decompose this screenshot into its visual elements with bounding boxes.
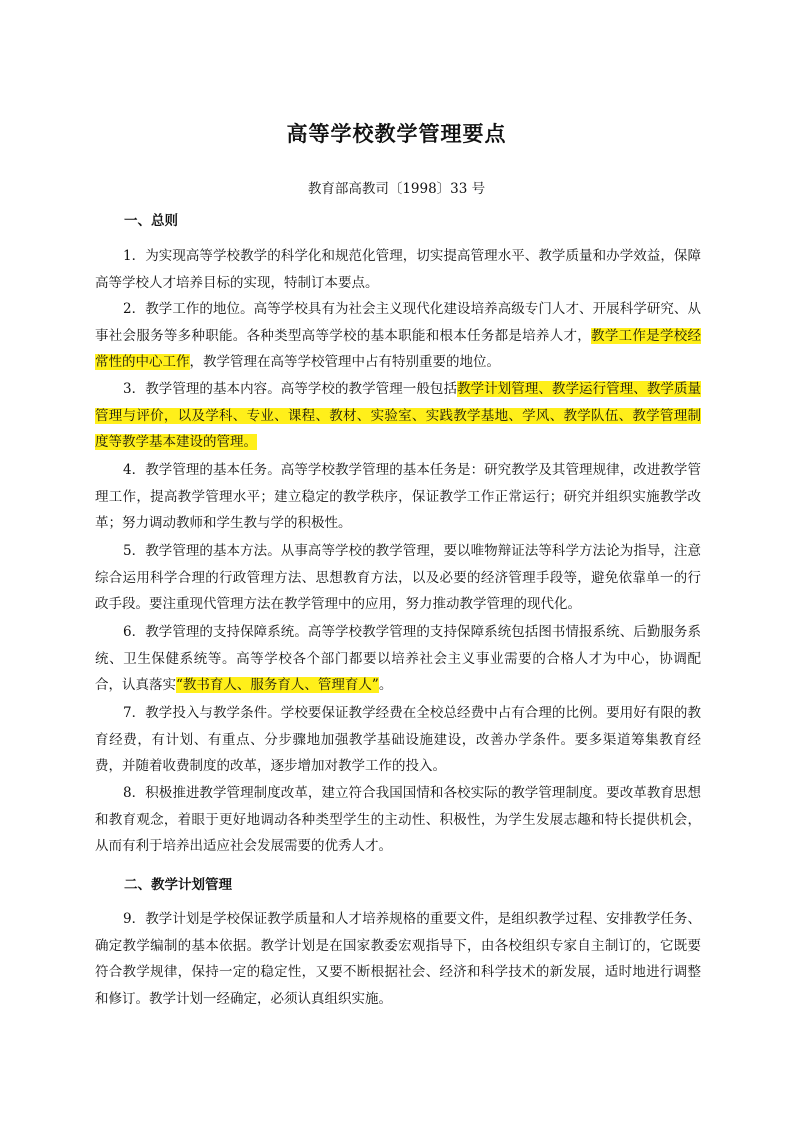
- highlighted-text: “教书育人、服务育人、管理育人”: [176, 677, 379, 693]
- paragraph-text: ，教学管理在高等学校管理中占有特别重要的地位。: [189, 354, 500, 370]
- paragraph-2: [95, 296, 701, 376]
- paragraph-text: 2．教学工作的地位。高等学校具有为社会主义现代化建设培养高级专门人才、开展科学研究、从事社会服务等多种职能。各种类型高等学校的基本职能和根本任务都是培养人才，: [95, 301, 701, 344]
- paragraph-text: 3．教学管理的基本内容。高等学校的教学管理一般包括: [123, 381, 458, 397]
- paragraph-6: [95, 619, 701, 699]
- document-number: 教育部高教司〔1998〕33 号: [307, 181, 486, 197]
- section-heading-teaching-plan: 二、教学计划管理: [124, 877, 232, 893]
- paragraph-9: 9．教学计划是学校保证教学质量和人才培养规格的重要文件，是组织教学过程、安排教学任务、确定教学编制的基本依据。教学计划是在国家教委宏观指导下，由各校组织专家自主制订的，它既要符合教学规律，保持一定的稳定性，又要不断根据社会、经济和科学技术的新发展，适时地进行调整和修订。教学计划一经确定，必须认真组织实施。: [95, 911, 701, 1007]
- paragraph-4: 4．教学管理的基本任务。高等学校教学管理的基本任务是：研究教学及其管理规律，改进教学管理工作，提高教学管理水平；建立稳定的教学秩序，保证教学工作正常运行；研究并组织实施教学改革；努力调动教师和学生教与学的积极性。: [95, 462, 701, 531]
- paragraph-text: 6．教学管理的支持保障系统。高等学校教学管理的支持保障系统包括图书情报系统、后勤服务系统、卫生保健系统等。高等学校各个部门都要以培养社会主义事业需要的合格人才为中心，协调配合，认真落实: [95, 624, 701, 693]
- highlighted-text: 教学工作是学校经常性的中心工作: [95, 327, 702, 370]
- highlighted-text: 教学计划管理、教学运行管理、教学质量管理与评价，以及学科、专业、课程、教材、实验室、实践教学基地、学风、教学队伍、教学管理制度等教学基本建设的管理。: [95, 381, 702, 450]
- document-title: 高等学校教学管理要点: [286, 121, 507, 146]
- paragraph-1: 1．为实现高等学校教学的科学化和规范化管理，切实提高管理水平、教学质量和办学效益，保障高等学校人才培养目标的实现，特制订本要点。: [95, 248, 701, 291]
- paragraph-7: 7．教学投入与教学条件。学校要保证教学经费在全校总经费中占有合理的比例。要用好有限的教育经费，有计划、有重点、分步骤地加强教学基础设施建设，改善办学条件。要多渠道筹集教育经费，并随着收费制度的改革，逐步增加对教学工作的投入。: [95, 705, 701, 774]
- section-heading-general: 一、总则: [124, 213, 178, 229]
- paragraph-3: [95, 376, 701, 456]
- paragraph-8: 8．积极推进教学管理制度改革，建立符合我国国情和各校实际的教学管理制度。要改革教育思想和教育观念，着眼于更好地调动各种类型学生的主动性、积极性，为学生发展志趣和特长提供机会，从而有利于培养出适应社会发展需要的优秀人才。: [95, 785, 701, 854]
- paragraph-5: 5．教学管理的基本方法。从事高等学校的教学管理，要以唯物辩证法等科学方法论为指导，注意综合运用科学合理的行政管理方法、思想教育方法，以及必要的经济管理手段等，避免依靠单一的行政手段。要注重现代管理方法在教学管理中的应用，努力推动教学管理的现代化。: [95, 543, 701, 612]
- paragraph-text: 。: [378, 677, 393, 693]
